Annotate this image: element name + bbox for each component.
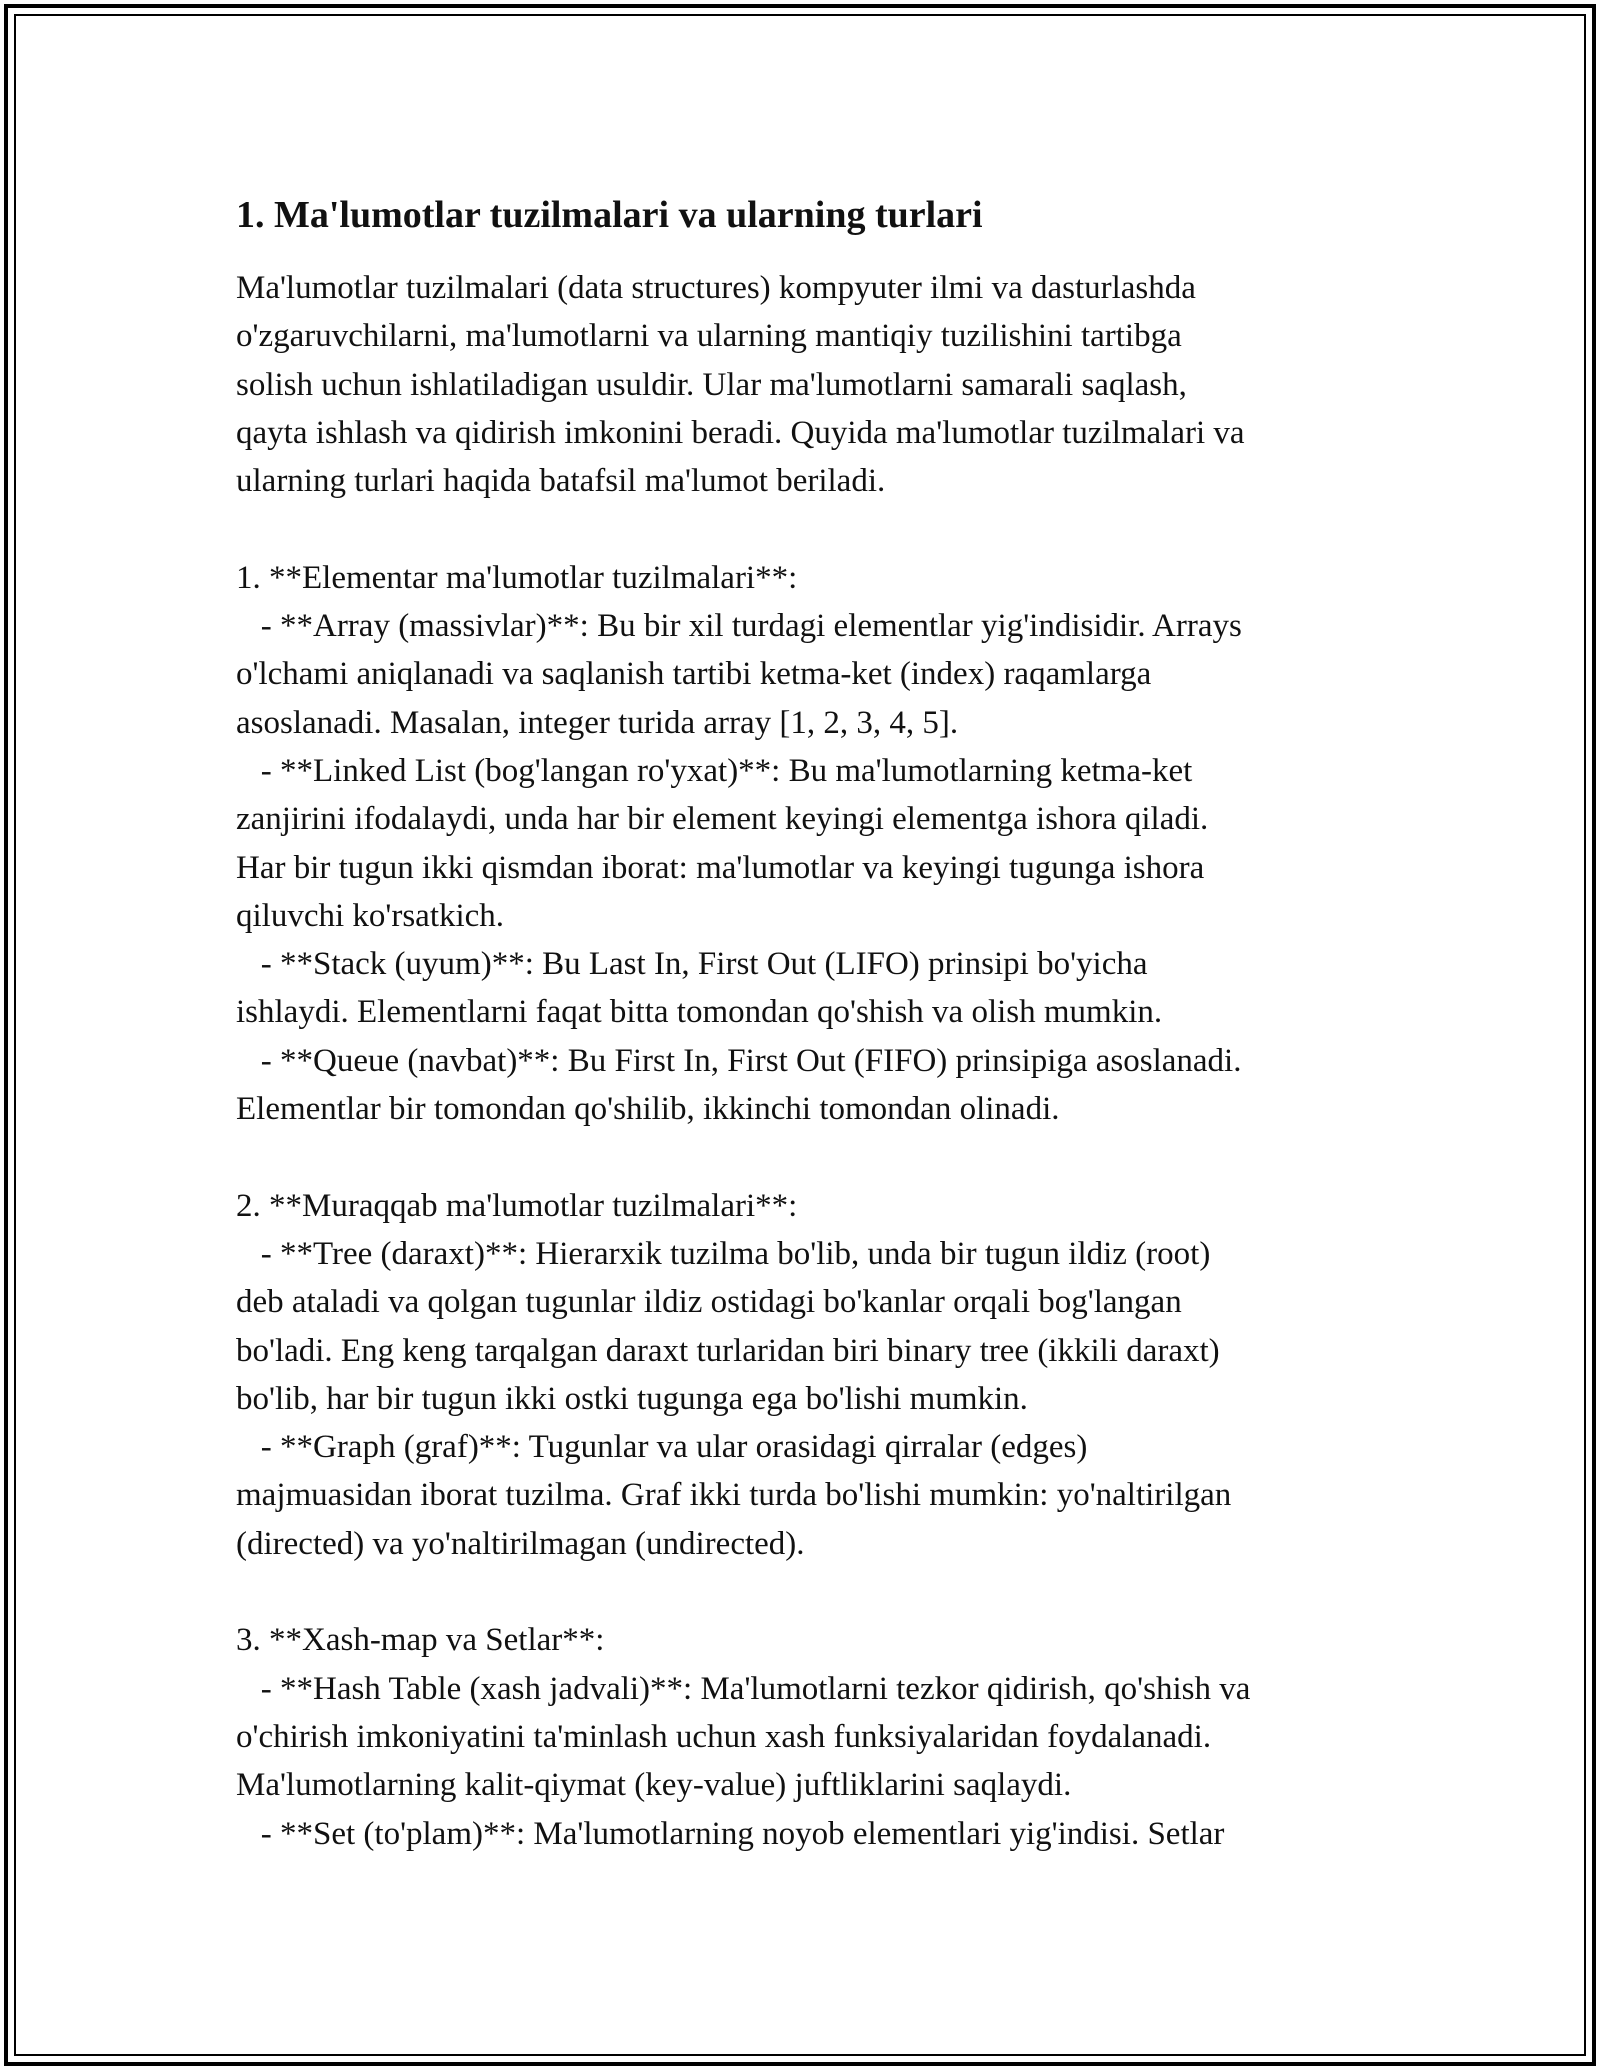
text-line: (directed) va yo'naltirilmagan (undirected). xyxy=(236,1525,805,1562)
text-line: o'lchami aniqlanadi va saqlanish tartibi ketma-ket (index) raqamlarga xyxy=(236,656,1152,693)
text-line: Har bir tugun ikki qismdan iborat: ma'lumotlar va keyingi tugunga ishora xyxy=(236,849,1205,886)
section-heading: 1. **Elementar ma'lumotlar tuzilmalari**: xyxy=(236,559,798,596)
document-body xyxy=(236,186,1366,1858)
text-line: Ma'lumotlar tuzilmalari (data structures) kompyuter ilmi va dasturlashda xyxy=(236,270,1196,306)
text-line: Ma'lumotlarning kalit-qiymat (key-value) juftliklarini saqlaydi. xyxy=(236,1767,1072,1804)
text-line: asoslanadi. Masalan, integer turida array [1, 2, 3, 4, 5]. xyxy=(236,704,959,741)
section-heading: 2. **Muraqqab ma'lumotlar tuzilmalari**: xyxy=(236,1187,798,1224)
list-item: - **Hash Table (xash jadvali)**: Ma'lumotlarni tezkor qidirish, qo'shish va xyxy=(236,1670,1251,1707)
section-complex xyxy=(236,1182,1366,1568)
text-line: ularning turlari haqida batafsil ma'lumot beriladi. xyxy=(236,463,886,500)
paragraph-gap xyxy=(236,1568,1366,1616)
text-line: qiluvchi ko'rsatkich. xyxy=(236,897,505,934)
list-item: - **Stack (uyum)**: Bu Last In, First Out (LIFO) prinsipi bo'yicha xyxy=(236,946,1148,983)
text-line: bo'ladi. Eng keng tarqalgan daraxt turlaridan biri binary tree (ikkili daraxt) xyxy=(236,1332,1220,1369)
text-line: zanjirini ifodalaydi, unda har bir element keyingi elementga ishora qiladi. xyxy=(236,801,1209,838)
list-item: - **Tree (daraxt)**: Hierarxik tuzilma bo'lib, unda bir tugun ildiz (root) xyxy=(236,1235,1211,1272)
text-line: o'zgaruvchilarni, ma'lumotlarni va ularning mantiqiy tuzilishini tartibga xyxy=(236,318,1182,355)
text-line: majmuasidan iborat tuzilma. Graf ikki turda bo'lishi mumkin: yo'naltirilgan xyxy=(236,1477,1232,1514)
text-line: solish uchun ishlatiladigan usuldir. Ular ma'lumotlarni samarali saqlash, xyxy=(236,366,1187,403)
text-line: ishlaydi. Elementlarni faqat bitta tomondan qo'shish va olish mumkin. xyxy=(236,994,1163,1031)
text-line: bo'lib, har bir tugun ikki ostki tugunga ega bo'lishi mumkin. xyxy=(236,1380,1028,1417)
list-item: - **Linked List (bog'langan ro'yxat)**: Bu ma'lumotlarning ketma-ket xyxy=(236,752,1193,789)
text-line: qayta ishlash va qidirish imkonini beradi. Quyida ma'lumotlar tuzilmalari va xyxy=(236,414,1245,451)
section-heading: 3. **Xash-map va Setlar**: xyxy=(236,1622,605,1659)
text-line: deb ataladi va qolgan tugunlar ildiz ostidagi bo'kanlar orqali bog'langan xyxy=(236,1284,1182,1321)
list-item: - **Set (to'plam)**: Ma'lumotlarning noyob elementlari yig'indisi. Setlar xyxy=(236,1815,1225,1852)
list-item: - **Graph (graf)**: Tugunlar va ular orasidagi qirralar (edges) xyxy=(236,1429,1088,1466)
section-hashmap xyxy=(236,1616,1366,1857)
list-item: - **Queue (navbat)**: Bu First In, First Out (FIFO) prinsipiga asoslanadi. xyxy=(236,1042,1242,1079)
paragraph-gap xyxy=(236,1133,1366,1181)
list-item: - **Array (massivlar)**: Bu bir xil turdagi elementlar yig'indisidir. Arrays xyxy=(236,608,1242,645)
paragraph-gap xyxy=(236,505,1366,553)
text-line: o'chirish imkoniyatini ta'minlash uchun xash funksiyalaridan foydalanadi. xyxy=(236,1718,1212,1755)
text-line: Elementlar bir tomondan qo'shilib, ikkinchi tomondan olinadi. xyxy=(236,1091,1060,1128)
intro-paragraph xyxy=(236,264,1366,505)
section-elementary xyxy=(236,554,1366,1134)
document-title: 1. Ma'lumotlar tuzilmalari va ularning turlari xyxy=(236,194,983,236)
